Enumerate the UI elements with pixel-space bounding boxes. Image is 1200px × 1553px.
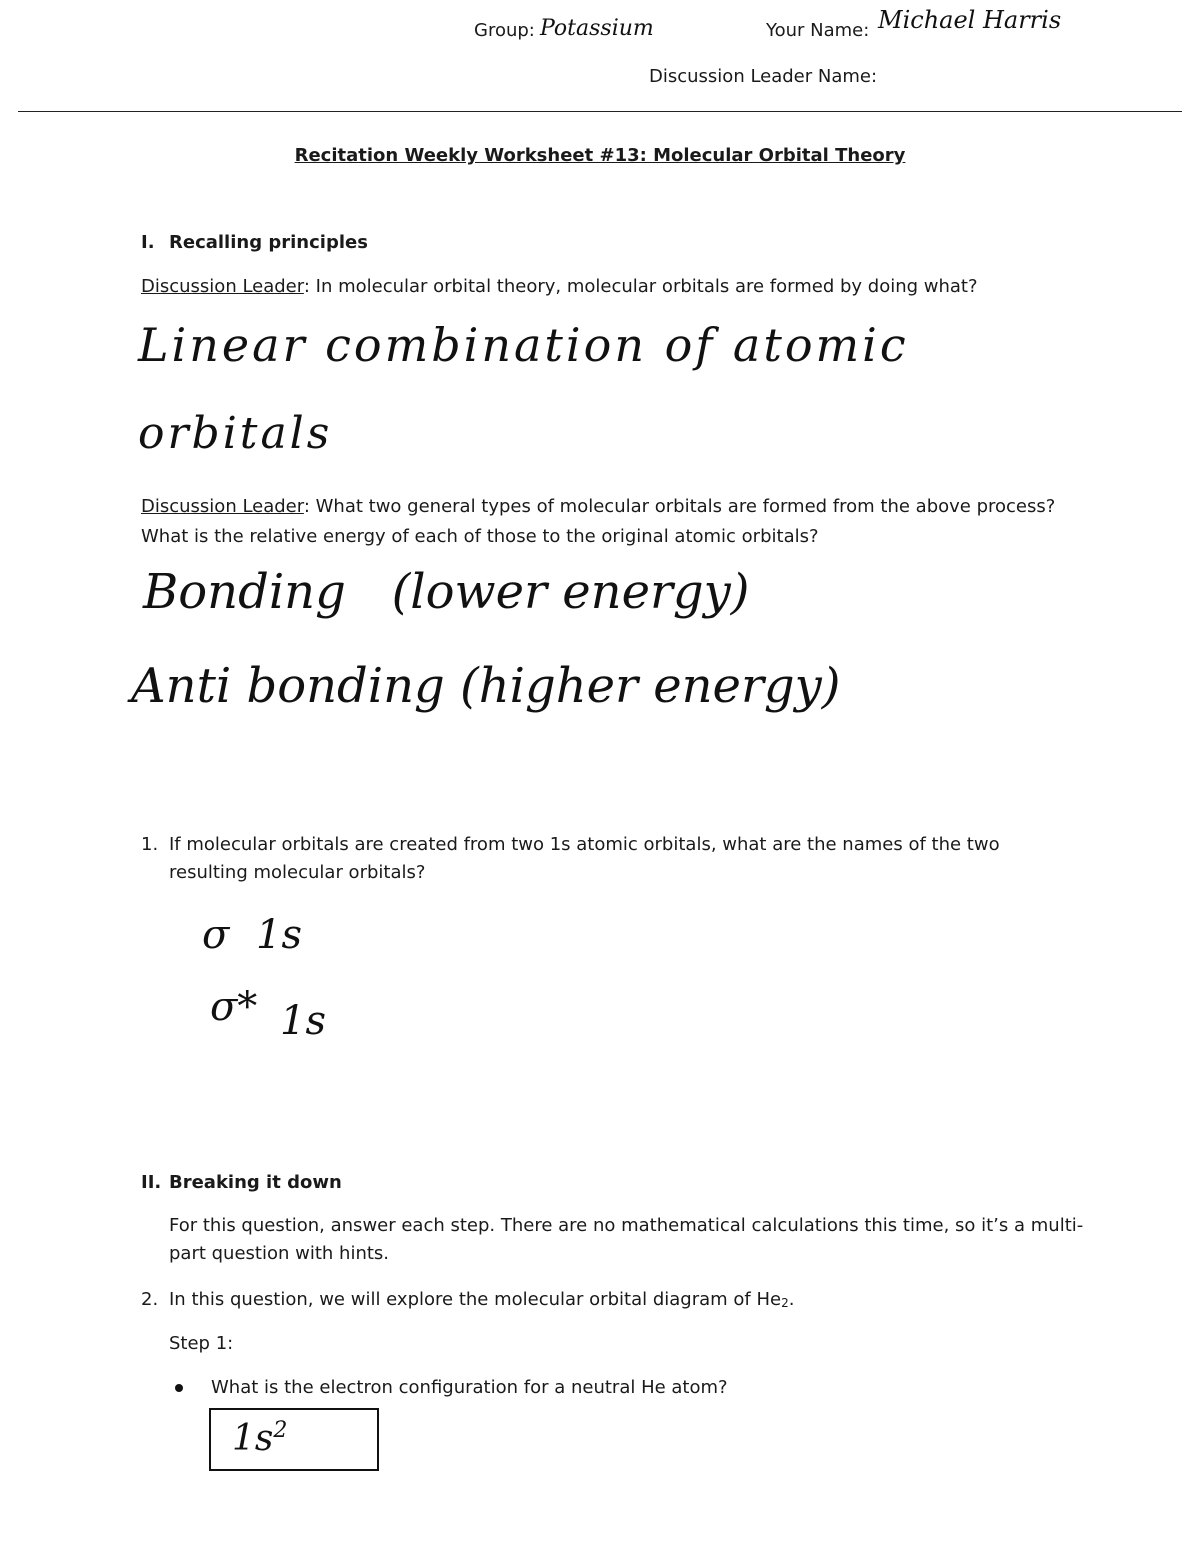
name-value: Michael Harris bbox=[878, 6, 1062, 34]
question-2-line-1 bbox=[141, 496, 1055, 518]
leader-name-label: Discussion Leader Name: bbox=[649, 66, 878, 87]
he2-subscript: 2 bbox=[781, 1296, 789, 1310]
item-1-number: 1. bbox=[141, 834, 159, 855]
section2-intro-line-2: part question with hints. bbox=[169, 1243, 390, 1264]
item-2-number: 2. bbox=[141, 1289, 159, 1310]
answer-box-value bbox=[232, 1418, 287, 1459]
discussion-leader-label: Discussion Leader bbox=[141, 496, 304, 517]
bullet-icon bbox=[175, 1384, 183, 1392]
bullet-question: What is the electron configuration for a neutral He atom? bbox=[211, 1377, 728, 1398]
section2-intro-line-1: For this question, answer each step. There are no mathematical calculations this time, so it’s a multi- bbox=[169, 1215, 1084, 1236]
group-value: Potassium bbox=[540, 16, 654, 41]
section1-heading: Recalling principles bbox=[169, 232, 368, 253]
question-1-text: : In molecular orbital theory, molecular orbitals are formed by doing what? bbox=[303, 276, 978, 297]
question-2-text: : What two general types of molecular orbitals are formed from the above process? bbox=[303, 496, 1056, 517]
item-1-text-line-1: If molecular orbitals are created from two 1s atomic orbitals, what are the names of the two bbox=[169, 834, 1000, 855]
group-label: Group: bbox=[474, 20, 535, 41]
header-divider bbox=[18, 111, 1182, 112]
answer-1-line-1: Linear combination of atomic bbox=[138, 318, 909, 372]
item-1-text-line-2: resulting molecular orbitals? bbox=[169, 862, 426, 883]
page-title: Recitation Weekly Worksheet #13: Molecular Orbital Theory bbox=[294, 145, 906, 166]
item-2-text bbox=[169, 1289, 794, 1314]
section2-numeral: II. bbox=[141, 1172, 162, 1193]
section1-numeral: I. bbox=[141, 232, 155, 253]
answer-box-base: 1s bbox=[232, 1418, 274, 1459]
orbital-1s: 1s bbox=[256, 912, 303, 958]
answer-box-superscript: 2 bbox=[273, 1418, 288, 1443]
discussion-leader-label: Discussion Leader bbox=[141, 276, 304, 297]
item-2-text-period: . bbox=[788, 1289, 795, 1310]
step-1-label: Step 1: bbox=[169, 1333, 234, 1354]
sigma-symbol: σ bbox=[202, 912, 230, 958]
answer-3-line-2 bbox=[210, 984, 327, 1044]
orbital-1s: 1s bbox=[280, 998, 327, 1044]
question-2-line-2: What is the relative energy of each of those to the original atomic orbitals? bbox=[141, 526, 819, 547]
question-1 bbox=[141, 276, 978, 298]
sigma-star-symbol: σ* bbox=[210, 984, 258, 1030]
answer-2-line-1: Bonding (lower energy) bbox=[143, 564, 750, 620]
answer-2-line-2: Anti bonding (higher energy) bbox=[131, 658, 841, 714]
item-2-text-main: In this question, we will explore the molecular orbital diagram of He bbox=[169, 1289, 782, 1310]
name-label: Your Name: bbox=[766, 20, 870, 41]
section2-heading: Breaking it down bbox=[169, 1172, 342, 1193]
answer-3-line-1 bbox=[202, 912, 302, 958]
answer-1-line-2: orbitals bbox=[138, 408, 333, 459]
